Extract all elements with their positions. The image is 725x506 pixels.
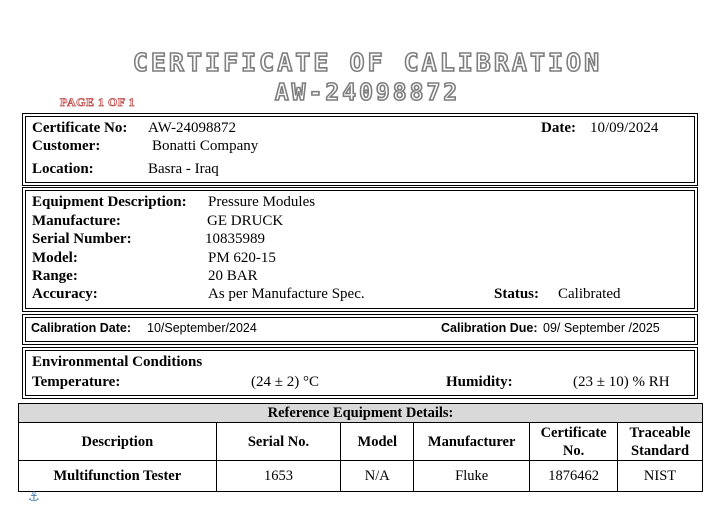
anchor-icon[interactable]: ⚓	[28, 490, 40, 505]
column-header: Manufacturer	[414, 423, 530, 461]
reference-table-heading: Reference Equipment Details:	[19, 404, 703, 423]
table-cell: 1653	[216, 461, 341, 492]
manufacture-value: GE DRUCK	[207, 213, 284, 229]
certificate-title: CERTIFICATE OF CALIBRATION	[132, 48, 603, 77]
page-label: PAGE 1 OF 1	[60, 95, 136, 109]
serial-number-label: Serial Number:	[32, 231, 132, 247]
date-label: Date:	[541, 120, 576, 136]
table-cell: Multifunction Tester	[19, 461, 217, 492]
model-value: PM 620-15	[208, 250, 276, 266]
humidity-value: (23 ± 10) % RH	[573, 374, 670, 390]
calibration-due-label: Calibration Due:	[441, 321, 538, 335]
model-label: Model:	[32, 250, 78, 266]
location-label: Location:	[32, 161, 94, 177]
calibration-due-value: 09/ September /2025	[543, 321, 660, 335]
accuracy-label: Accuracy:	[32, 286, 98, 302]
serial-number-value: 10835989	[205, 231, 265, 247]
column-header: Description	[19, 423, 217, 461]
customer-value: Bonatti Company	[152, 138, 259, 154]
table-cell: 1876462	[530, 461, 618, 492]
range-value: 20 BAR	[208, 268, 258, 284]
accuracy-value: As per Manufacture Spec.	[208, 286, 365, 302]
temperature-value: (24 ± 2) °C	[251, 374, 319, 390]
range-label: Range:	[32, 268, 78, 284]
table-cell: N/A	[341, 461, 414, 492]
manufacture-label: Manufacture:	[32, 213, 121, 229]
table-row	[19, 461, 703, 492]
column-header: Certificate No.	[530, 423, 618, 461]
date-value: 10/09/2024	[590, 120, 659, 136]
reference-equipment-table	[18, 403, 703, 492]
table-cell: NIST	[618, 461, 703, 492]
column-header: Serial No.	[216, 423, 341, 461]
environment-heading: Environmental Conditions	[32, 354, 203, 370]
humidity-label: Humidity:	[446, 374, 513, 390]
location-value: Basra - Iraq	[148, 161, 219, 177]
equipment-description-label: Equipment Description:	[32, 194, 187, 210]
column-header: Traceable Standard	[618, 423, 703, 461]
certificate-no-value: AW-24098872	[148, 120, 236, 136]
column-header: Model	[341, 423, 414, 461]
equipment-description-value: Pressure Modules	[208, 194, 316, 210]
customer-label: Customer:	[32, 138, 101, 154]
certificate-no-label: Certificate No:	[32, 120, 128, 136]
calibration-date-value: 10/September/2024	[147, 321, 257, 335]
temperature-label: Temperature:	[32, 374, 121, 390]
table-cell: Fluke	[414, 461, 530, 492]
calibration-date-label: Calibration Date:	[31, 321, 132, 335]
status-label: Status:	[494, 286, 540, 302]
certificate-id-heading: AW-24098872	[274, 80, 461, 106]
status-value: Calibrated	[558, 286, 621, 302]
